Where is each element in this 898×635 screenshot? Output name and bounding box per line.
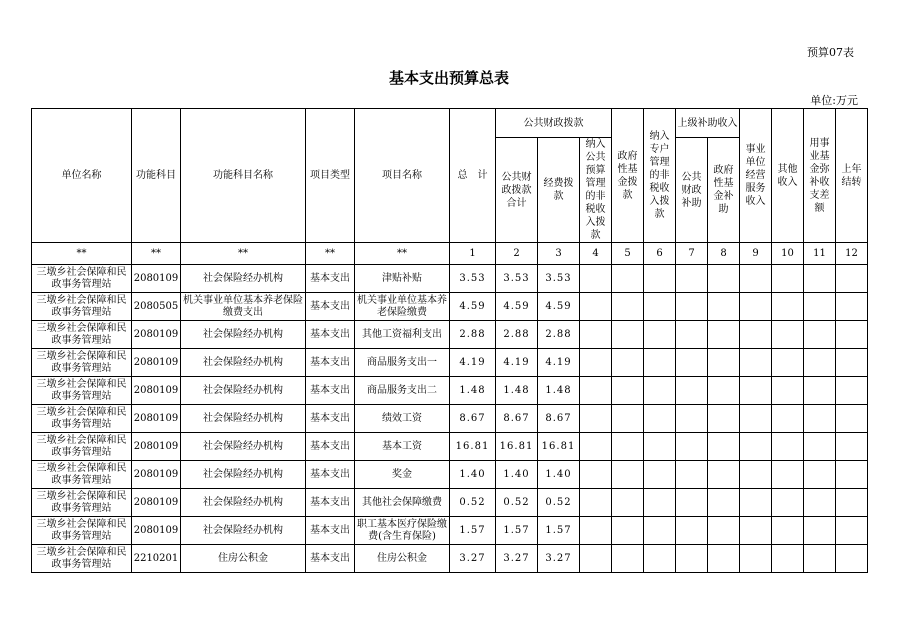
table-row [32,545,868,573]
func-code-cell: 2080109 [132,265,181,293]
empty-cell [644,517,676,545]
project-type-cell: 基本支出 [306,377,355,405]
empty-cell [740,405,772,433]
table-row [32,517,868,545]
empty-cell [612,293,644,321]
func-name-cell: 社会保险经办机构 [181,349,306,377]
expense-alloc-cell: 0.52 [538,489,580,517]
empty-cell [580,433,612,461]
header-other-income: 其他收入 [772,109,804,243]
empty-cell [708,293,740,321]
total-cell: 2.88 [450,321,496,349]
project-name-cell: 机关事业单位基本养老保险缴费 [355,293,450,321]
func-code-cell: 2080109 [132,349,181,377]
expense-alloc-cell: 8.67 [538,405,580,433]
empty-cell [740,461,772,489]
empty-cell [644,545,676,573]
budget-table [31,108,868,573]
project-name-cell: 商品服务支出一 [355,349,450,377]
header-project-name: 项目名称 [355,109,450,243]
empty-cell [772,545,804,573]
empty-cell [580,545,612,573]
index-cell: 11 [804,243,836,265]
empty-cell [708,377,740,405]
public-finance-total-cell: 1.40 [496,461,538,489]
func-name-cell: 社会保险经办机构 [181,321,306,349]
header-gov-fund-subsidy: 政府性基金补助 [708,138,740,243]
index-cell: 5 [612,243,644,265]
expense-alloc-cell: 4.19 [538,349,580,377]
empty-cell [708,489,740,517]
empty-cell [580,405,612,433]
header-public-finance-total: 公共财政拨款合计 [496,138,538,243]
empty-cell [708,545,740,573]
empty-cell [580,265,612,293]
func-name-cell: 社会保险经办机构 [181,405,306,433]
empty-cell [676,405,708,433]
index-cell: 7 [676,243,708,265]
empty-cell [772,293,804,321]
total-cell: 3.27 [450,545,496,573]
header-carryover: 上年结转 [836,109,868,243]
empty-cell [676,321,708,349]
total-cell: 3.53 [450,265,496,293]
header-project-type: 项目类型 [306,109,355,243]
project-name-cell: 商品服务支出二 [355,377,450,405]
empty-cell [676,349,708,377]
project-name-cell: 职工基本医疗保险缴费(含生育保险) [355,517,450,545]
empty-cell [836,489,868,517]
table-row [32,405,868,433]
empty-cell [804,517,836,545]
header-unit-name: 单位名称 [32,109,132,243]
func-code-cell: 2080109 [132,461,181,489]
empty-cell [580,377,612,405]
expense-alloc-cell: 2.88 [538,321,580,349]
empty-cell [580,461,612,489]
empty-cell [612,433,644,461]
func-name-cell: 社会保险经办机构 [181,377,306,405]
public-finance-total-cell: 3.27 [496,545,538,573]
empty-cell [612,461,644,489]
func-name-cell: 社会保险经办机构 [181,461,306,489]
empty-cell [772,377,804,405]
empty-cell [644,489,676,517]
header-gov-fund: 政府性基金拨款 [612,109,644,243]
unit-name-cell: 三墩乡社会保障和民政事务管理站 [32,405,132,433]
func-name-cell: 社会保险经办机构 [181,517,306,545]
index-cell: 10 [772,243,804,265]
empty-cell [612,489,644,517]
empty-cell [740,321,772,349]
project-name-cell: 绩效工资 [355,405,450,433]
total-cell: 1.40 [450,461,496,489]
project-type-cell: 基本支出 [306,265,355,293]
empty-cell [708,461,740,489]
unit-name-cell: 三墩乡社会保障和民政事务管理站 [32,489,132,517]
project-name-cell: 基本工资 [355,433,450,461]
expense-alloc-cell: 16.81 [538,433,580,461]
index-cell: 9 [740,243,772,265]
empty-cell [676,293,708,321]
header-expense-alloc: 经费拨款 [538,138,580,243]
empty-cell [708,265,740,293]
index-cell: 6 [644,243,676,265]
empty-cell [580,489,612,517]
index-cell: ** [181,243,306,265]
total-cell: 16.81 [450,433,496,461]
empty-cell [676,489,708,517]
empty-cell [644,405,676,433]
public-finance-total-cell: 16.81 [496,433,538,461]
form-code: 预算07表 [807,46,854,59]
project-name-cell: 其他工资福利支出 [355,321,450,349]
table-row [32,377,868,405]
project-type-cell: 基本支出 [306,433,355,461]
empty-cell [836,377,868,405]
unit-label: 单位:万元 [810,94,858,107]
empty-cell [836,293,868,321]
table-body [32,265,868,573]
empty-cell [836,517,868,545]
index-cell: 12 [836,243,868,265]
empty-cell [612,321,644,349]
empty-cell [772,461,804,489]
func-name-cell: 住房公积金 [181,545,306,573]
empty-cell [740,265,772,293]
empty-cell [676,545,708,573]
unit-name-cell: 三墩乡社会保障和民政事务管理站 [32,293,132,321]
table-row [32,433,868,461]
project-name-cell: 其他社会保障缴费 [355,489,450,517]
unit-name-cell: 三墩乡社会保障和民政事务管理站 [32,545,132,573]
empty-cell [836,265,868,293]
unit-name-cell: 三墩乡社会保障和民政事务管理站 [32,433,132,461]
empty-cell [772,349,804,377]
empty-cell [644,377,676,405]
empty-cell [644,293,676,321]
header-superior-subsidy: 上级补助收入 [676,109,740,138]
empty-cell [676,377,708,405]
total-cell: 4.59 [450,293,496,321]
empty-cell [772,489,804,517]
func-code-cell: 2080109 [132,377,181,405]
expense-alloc-cell: 3.53 [538,265,580,293]
empty-cell [612,517,644,545]
table-row [32,349,868,377]
index-cell: 8 [708,243,740,265]
empty-cell [772,405,804,433]
project-name-cell: 住房公积金 [355,545,450,573]
unit-name-cell: 三墩乡社会保障和民政事务管理站 [32,349,132,377]
empty-cell [804,377,836,405]
empty-cell [804,461,836,489]
empty-cell [612,405,644,433]
table-row [32,489,868,517]
unit-name-cell: 三墩乡社会保障和民政事务管理站 [32,265,132,293]
index-row [32,243,868,265]
empty-cell [580,321,612,349]
empty-cell [804,321,836,349]
empty-cell [836,349,868,377]
index-cell: 4 [580,243,612,265]
empty-cell [804,489,836,517]
empty-cell [740,489,772,517]
header-total: 总 计 [450,109,496,243]
empty-cell [708,321,740,349]
expense-alloc-cell: 4.59 [538,293,580,321]
table-row [32,321,868,349]
empty-cell [580,293,612,321]
empty-cell [804,265,836,293]
empty-cell [740,517,772,545]
empty-cell [836,545,868,573]
project-type-cell: 基本支出 [306,461,355,489]
empty-cell [740,377,772,405]
total-cell: 0.52 [450,489,496,517]
empty-cell [612,265,644,293]
empty-cell [836,321,868,349]
empty-cell [708,517,740,545]
empty-cell [772,517,804,545]
empty-cell [580,517,612,545]
index-cell: ** [306,243,355,265]
header-func-name: 功能科目名称 [181,109,306,243]
func-code-cell: 2080109 [132,517,181,545]
index-cell: ** [32,243,132,265]
empty-cell [644,433,676,461]
public-finance-total-cell: 1.48 [496,377,538,405]
header-non-tax: 纳入公共预算管理的非税收入拨款 [580,138,612,243]
empty-cell [740,349,772,377]
public-finance-total-cell: 1.57 [496,517,538,545]
project-type-cell: 基本支出 [306,545,355,573]
empty-cell [740,293,772,321]
empty-cell [676,265,708,293]
table-row [32,461,868,489]
total-cell: 1.48 [450,377,496,405]
empty-cell [708,349,740,377]
empty-cell [644,461,676,489]
empty-cell [740,545,772,573]
empty-cell [612,377,644,405]
public-finance-total-cell: 3.53 [496,265,538,293]
expense-alloc-cell: 1.40 [538,461,580,489]
header-special-non-tax: 纳入专户管理的非税收入拨款 [644,109,676,243]
empty-cell [580,349,612,377]
func-code-cell: 2080505 [132,293,181,321]
empty-cell [804,545,836,573]
empty-cell [676,517,708,545]
func-name-cell: 社会保险经办机构 [181,433,306,461]
expense-alloc-cell: 1.57 [538,517,580,545]
project-type-cell: 基本支出 [306,349,355,377]
empty-cell [804,293,836,321]
func-code-cell: 2210201 [132,545,181,573]
empty-cell [708,433,740,461]
index-cell: 2 [496,243,538,265]
header-func-code: 功能科目 [132,109,181,243]
index-cell: ** [355,243,450,265]
public-finance-total-cell: 2.88 [496,321,538,349]
index-cell: 1 [450,243,496,265]
project-name-cell: 津贴补贴 [355,265,450,293]
header-public-finance: 公共财政拨款 [496,109,612,138]
public-finance-total-cell: 8.67 [496,405,538,433]
empty-cell [612,349,644,377]
project-type-cell: 基本支出 [306,293,355,321]
empty-cell [708,405,740,433]
unit-name-cell: 三墩乡社会保障和民政事务管理站 [32,377,132,405]
func-code-cell: 2080109 [132,433,181,461]
expense-alloc-cell: 3.27 [538,545,580,573]
empty-cell [772,321,804,349]
func-code-cell: 2080109 [132,489,181,517]
header-fund-deficit: 用事业基金弥补收支差额 [804,109,836,243]
empty-cell [804,433,836,461]
table-row [32,265,868,293]
index-cell: 3 [538,243,580,265]
project-type-cell: 基本支出 [306,517,355,545]
empty-cell [676,433,708,461]
public-finance-total-cell: 4.59 [496,293,538,321]
empty-cell [772,265,804,293]
public-finance-total-cell: 0.52 [496,489,538,517]
project-name-cell: 奖金 [355,461,450,489]
unit-name-cell: 三墩乡社会保障和民政事务管理站 [32,321,132,349]
public-finance-total-cell: 4.19 [496,349,538,377]
project-type-cell: 基本支出 [306,489,355,517]
empty-cell [836,433,868,461]
func-code-cell: 2080109 [132,405,181,433]
empty-cell [804,349,836,377]
empty-cell [644,265,676,293]
empty-cell [836,461,868,489]
empty-cell [836,405,868,433]
empty-cell [612,545,644,573]
func-name-cell: 社会保险经办机构 [181,265,306,293]
unit-name-cell: 三墩乡社会保障和民政事务管理站 [32,461,132,489]
func-name-cell: 社会保险经办机构 [181,489,306,517]
page-title: 基本支出预算总表 [388,69,509,87]
total-cell: 1.57 [450,517,496,545]
total-cell: 8.67 [450,405,496,433]
total-cell: 4.19 [450,349,496,377]
unit-name-cell: 三墩乡社会保障和民政事务管理站 [32,517,132,545]
project-type-cell: 基本支出 [306,321,355,349]
project-type-cell: 基本支出 [306,405,355,433]
empty-cell [772,433,804,461]
expense-alloc-cell: 1.48 [538,377,580,405]
header-business-income: 事业单位经营服务收入 [740,109,772,243]
empty-cell [804,405,836,433]
func-name-cell: 机关事业单位基本养老保险缴费支出 [181,293,306,321]
empty-cell [644,321,676,349]
empty-cell [740,433,772,461]
empty-cell [644,349,676,377]
index-cell: ** [132,243,181,265]
table-row [32,293,868,321]
func-code-cell: 2080109 [132,321,181,349]
empty-cell [676,461,708,489]
header-public-finance-subsidy: 公共财政补助 [676,138,708,243]
